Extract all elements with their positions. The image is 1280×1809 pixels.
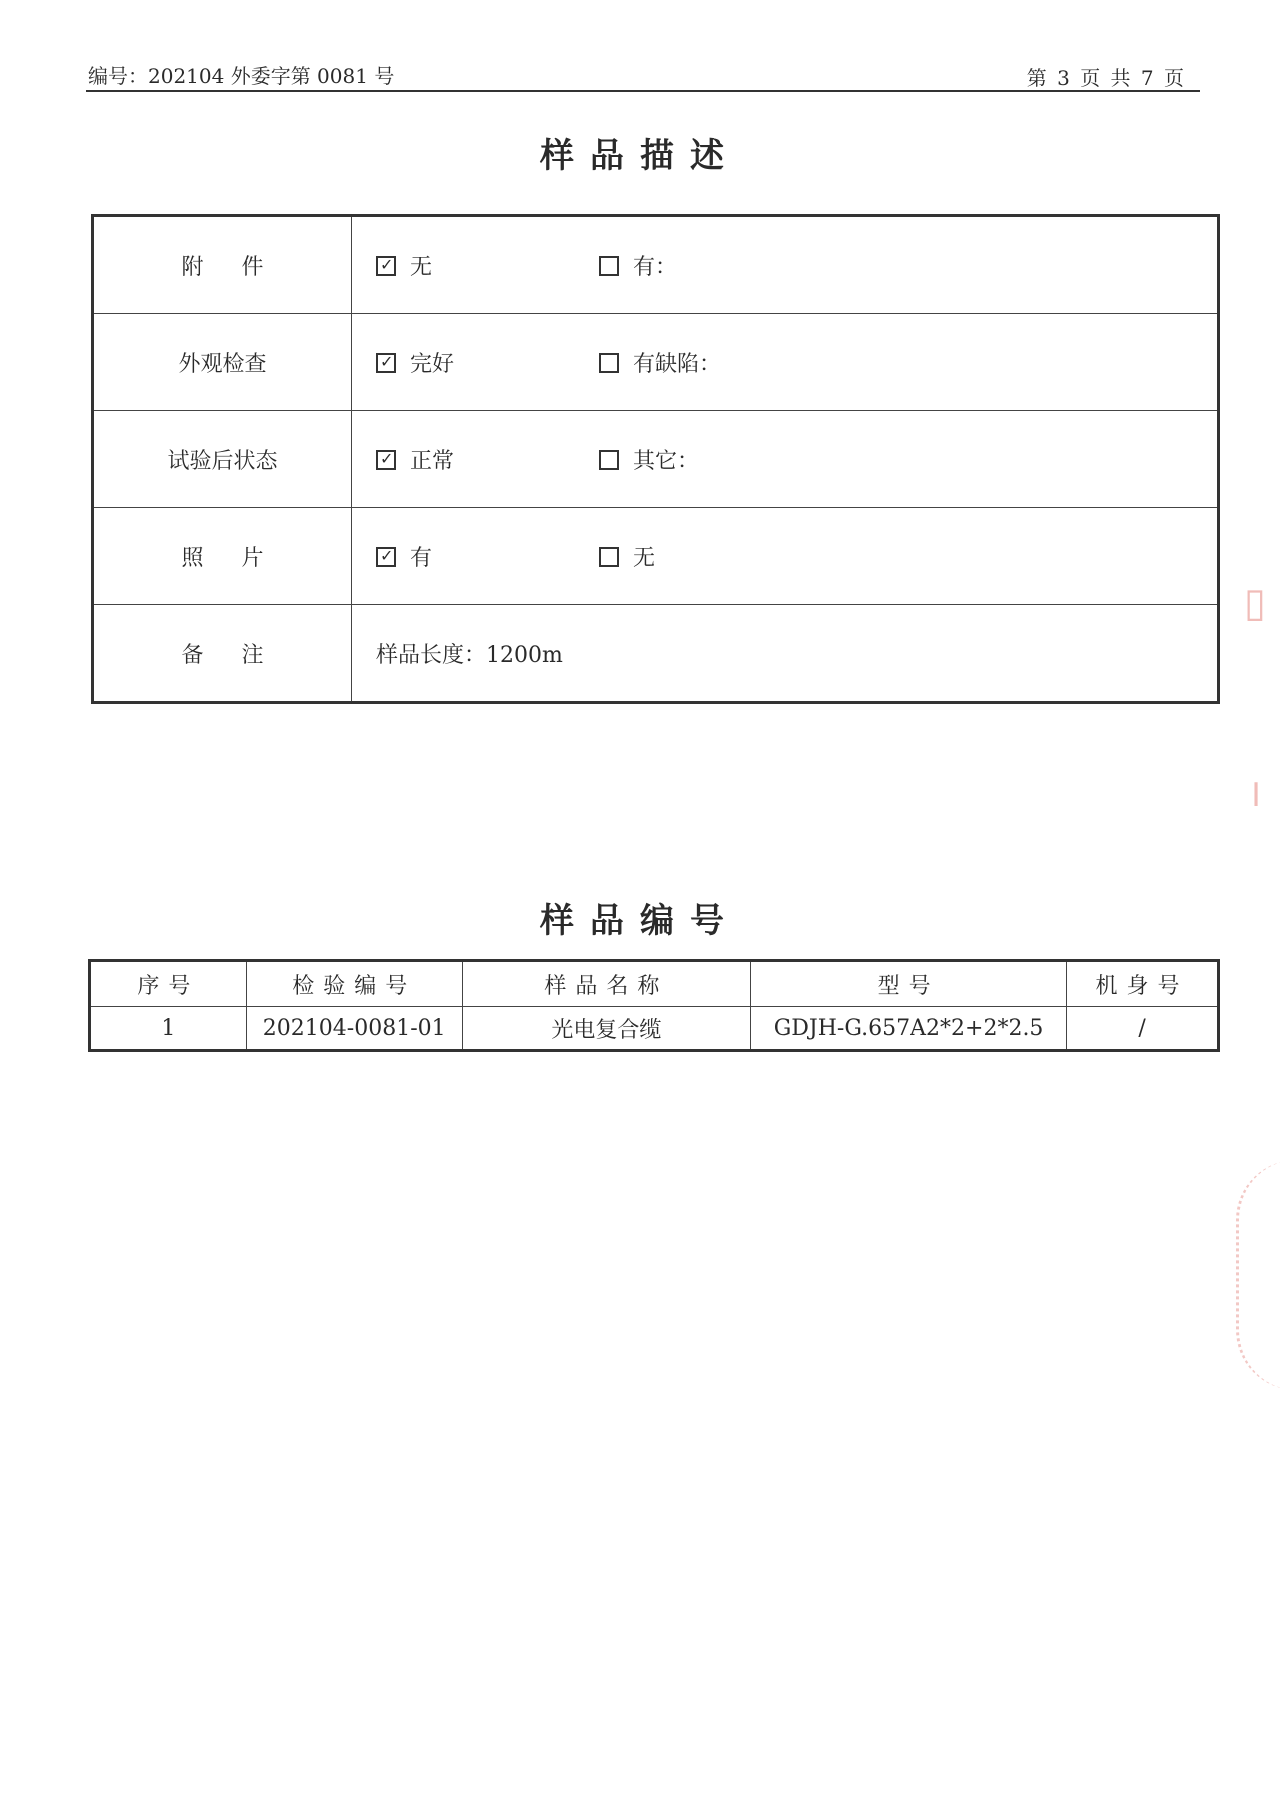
table-cell: GDJH-G.657A2*2+2*2.5 — [751, 1007, 1067, 1051]
document-number: 编号：202104 外委字第 0081 号 — [88, 64, 395, 88]
seal-stamp-fragment: ╷ — [1244, 760, 1269, 806]
page-indicator: 第 3 页 共 7 页 — [1026, 66, 1186, 90]
sample-number-table — [88, 959, 1220, 1052]
sample-description-title: 样品描述 — [540, 136, 740, 176]
sample-number-title: 样品编号 — [540, 901, 740, 941]
row-options — [352, 216, 1219, 314]
empty-box-icon — [599, 547, 619, 567]
empty-box-icon — [599, 256, 619, 276]
empty-box-icon — [599, 353, 619, 373]
row-options — [352, 508, 1219, 605]
option-checked: ✓ 完好 — [376, 347, 592, 378]
table-row — [93, 411, 1219, 508]
seal-stamp-fragment — [1236, 1160, 1280, 1390]
column-header: 机身号 — [1067, 961, 1219, 1007]
option-checked: ✓ 有 — [376, 541, 592, 572]
row-options — [352, 314, 1219, 411]
seal-stamp-fragment: ▯ — [1244, 580, 1267, 626]
table-row — [93, 605, 1219, 703]
table-cell: 光电复合缆 — [462, 1007, 750, 1051]
row-label: 外观检查 — [93, 314, 352, 411]
option-checked: ✓ 正常 — [376, 444, 592, 475]
sample-description-table — [91, 214, 1220, 704]
table-header-row — [90, 961, 1219, 1007]
table-row — [93, 508, 1219, 605]
table-row — [90, 1007, 1219, 1051]
table-cell: / — [1067, 1007, 1219, 1051]
checked-box-icon: ✓ — [376, 547, 396, 567]
column-header: 型号 — [751, 961, 1067, 1007]
row-label: 附件 — [93, 216, 352, 314]
option-unchecked: 无 — [599, 541, 655, 572]
column-header: 样品名称 — [462, 961, 750, 1007]
row-options — [352, 411, 1219, 508]
row-label: 备注 — [93, 605, 352, 703]
option-unchecked: 其它： — [599, 444, 699, 475]
checked-box-icon: ✓ — [376, 450, 396, 470]
remark-value: 样品长度：1200m — [352, 605, 1219, 703]
table-row — [93, 314, 1219, 411]
empty-box-icon — [599, 450, 619, 470]
table-row — [93, 216, 1219, 314]
row-label: 试验后状态 — [93, 411, 352, 508]
table-cell: 1 — [90, 1007, 247, 1051]
column-header: 序号 — [90, 961, 247, 1007]
row-label: 照片 — [93, 508, 352, 605]
option-checked: ✓ 无 — [376, 250, 592, 281]
checked-box-icon: ✓ — [376, 256, 396, 276]
option-unchecked: 有缺陷： — [599, 347, 721, 378]
table-cell: 202104-0081-01 — [246, 1007, 462, 1051]
page-header — [86, 58, 1200, 92]
column-header: 检验编号 — [246, 961, 462, 1007]
checked-box-icon: ✓ — [376, 353, 396, 373]
option-unchecked: 有： — [599, 250, 677, 281]
